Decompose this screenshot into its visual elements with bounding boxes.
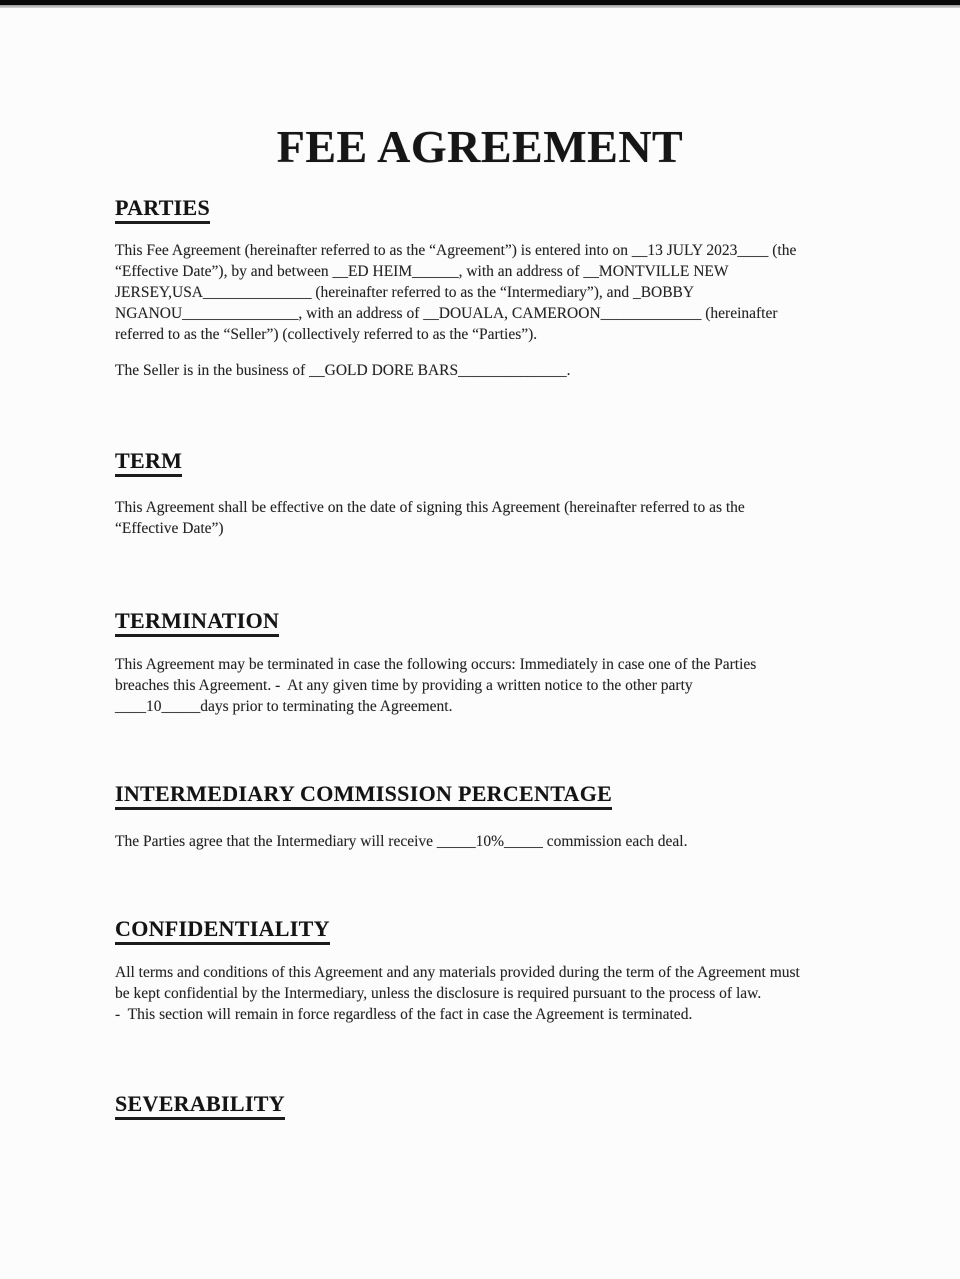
text-line: - This section will remain in force regardless of the fact in case the Agreement is terminated. bbox=[115, 1006, 693, 1023]
text-line: All terms and conditions of this Agreement and any materials provided during the term of the Agreement must bbox=[115, 964, 800, 981]
text-line: The Seller is in the business of __GOLD DORE BARS______________. bbox=[115, 362, 571, 379]
section-heading-text: PARTIES bbox=[115, 197, 210, 224]
text-line: breaches this Agreement. - At any given time by providing a written notice to the other party bbox=[115, 677, 693, 694]
section-heading-text: TERMINATION bbox=[115, 610, 279, 637]
section-heading-parties bbox=[115, 197, 210, 224]
section-heading-term bbox=[115, 450, 182, 477]
section-heading-text: INTERMEDIARY COMMISSION PERCENTAGE bbox=[115, 783, 612, 810]
text-line: “Effective Date”), by and between __ED HEIM______, with an address of __MONTVILLE NEW bbox=[115, 263, 729, 280]
text-line: JERSEY,USA______________ (hereinafter referred to as the “Intermediary”), and _BOBBY bbox=[115, 284, 695, 301]
section-heading-text: SEVERABILITY bbox=[115, 1093, 285, 1120]
parties-paragraph bbox=[115, 240, 860, 345]
text-line: ____10_____days prior to terminating the Agreement. bbox=[115, 698, 453, 715]
text-line: This Agreement may be terminated in case the following occurs: Immediately in case one of the Parties bbox=[115, 656, 757, 673]
section-heading-commission bbox=[115, 783, 612, 810]
commission-paragraph bbox=[115, 831, 860, 852]
confidentiality-paragraph bbox=[115, 962, 860, 1025]
text-line: NGANOU_______________, with an address of __DOUALA, CAMEROON_____________ (hereinafter bbox=[115, 305, 778, 322]
document-title: FEE AGREEMENT bbox=[276, 121, 684, 172]
section-heading-text: TERM bbox=[115, 450, 182, 477]
text-line: This Fee Agreement (hereinafter referred to as the “Agreement”) is entered into on __13 JULY 2023____ (the bbox=[115, 242, 797, 259]
text-line: be kept confidential by the Intermediary, unless the disclosure is required pursuant to the process of law. bbox=[115, 985, 762, 1002]
text-line: referred to as the “Seller”) (collectively referred to as the “Parties”). bbox=[115, 326, 538, 343]
text-line: “Effective Date”) bbox=[115, 520, 224, 537]
section-heading-confidentiality bbox=[115, 918, 330, 945]
seller-business-paragraph bbox=[115, 360, 860, 381]
term-paragraph bbox=[115, 497, 860, 539]
termination-paragraph bbox=[115, 654, 860, 717]
section-heading-termination bbox=[115, 610, 279, 637]
section-heading-severability bbox=[115, 1093, 285, 1120]
section-heading-text: CONFIDENTIALITY bbox=[115, 918, 330, 945]
text-line: The Parties agree that the Intermediary will receive _____10%_____ commission each deal. bbox=[115, 833, 688, 850]
text-line: This Agreement shall be effective on the date of signing this Agreement (hereinafter referred to as the bbox=[115, 499, 745, 516]
